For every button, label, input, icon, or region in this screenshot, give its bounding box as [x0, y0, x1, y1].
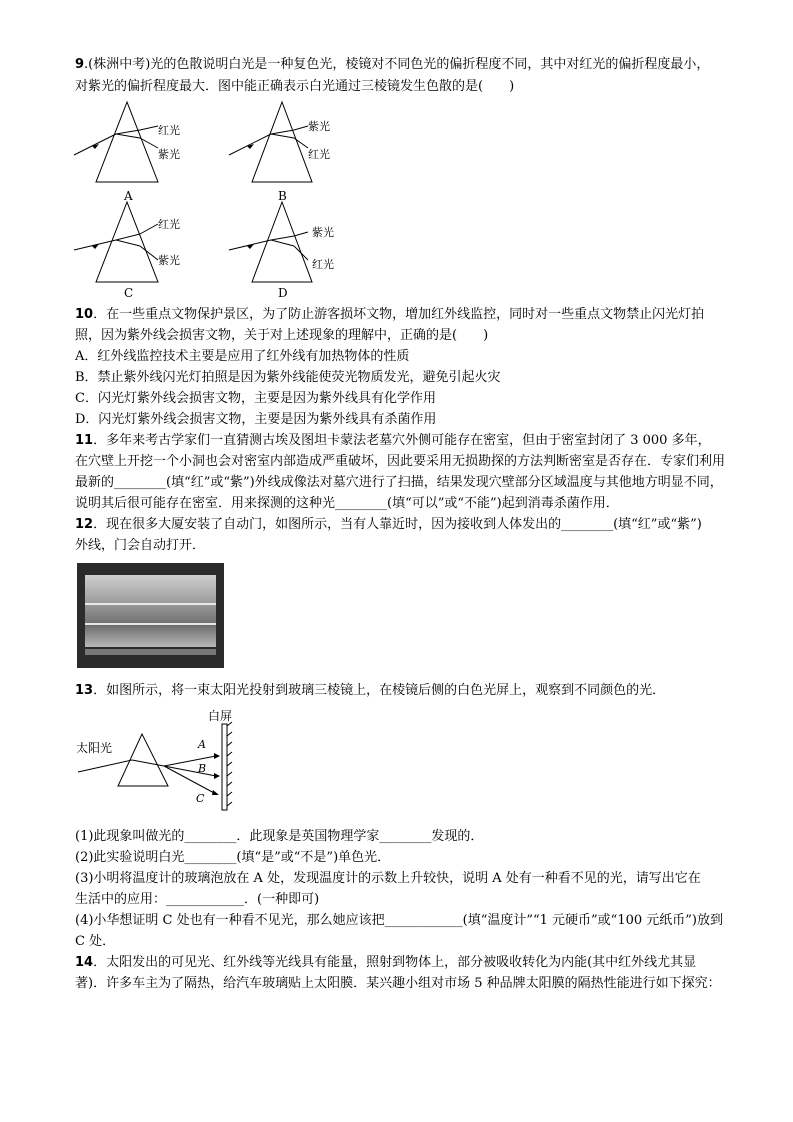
q10-line-2: 照，因为紫外线会损害文物，关于对上述现象的理解中，正确的是( ) [75, 328, 489, 343]
q10-option-b: B．禁止紫外线闪光灯拍照是因为紫外线能使荧光物质发光，避免引起火灾 [75, 370, 501, 385]
q9-line-2: 对紫光的偏折程度最大．图中能正确表示白光通过三棱镜发生色散的是( ) [75, 79, 515, 94]
q11-number: 11 [75, 433, 94, 448]
q13-source-label: 太阳光 [76, 741, 113, 755]
q12-number: 12 [75, 517, 94, 532]
q11-line-4: 说明其后很可能存在密室．用来探测的这种光________(填“可以”或“不能”)起到消毒杀菌作用． [75, 496, 619, 511]
q10-line-1: 10．在一些重点文物保护景区，为了防止游客损坏文物，增加红外线监控，同时对一些重点文物禁止闪光灯拍 [75, 307, 705, 322]
q9b-top-label: 紫光 [308, 120, 330, 133]
q13-point-c: C [196, 792, 205, 805]
q13-sub-3-line-1: (3)小明将温度计的玻璃泡放在 A 处，发现温度计的示数上升较快，说明 A 处有一种看不见的光，请写出它在 [75, 871, 701, 886]
q9a-top-label: 红光 [158, 124, 180, 137]
q14-line-1: 14．太阳发出的可见光、红外线等光线具有能量，照射到物体上，部分被吸收转化为内能(其中红外线尤其显 [75, 955, 697, 970]
q10-option-c: C．闪光灯紫外线会损害文物，主要是因为紫外线具有化学作用 [75, 391, 436, 406]
q10-option-a: A．红外线监控技术主要是应用了红外线有加热物体的性质 [75, 349, 410, 364]
q13-sub-4-line-1: (4)小华想证明 C 处也有一种看不见光，那么她应该把____________(填“温度计”“1 元硬币”或“100 元纸币”)放到 [75, 913, 723, 928]
q9-figure-d [229, 202, 334, 300]
q9-number: 9 [75, 57, 85, 72]
q9b-bottom-label: 红光 [308, 148, 330, 161]
q10-option-d: D．闪光灯紫外线会损害文物，主要是因为紫外线具有杀菌作用 [75, 412, 437, 427]
automatic-door-photo [77, 563, 224, 668]
q12-line-1: 12．现在很多大厦安装了自动门，如图所示，当有人靠近时，因为接收到人体发出的________(填“红”或“紫”) [75, 517, 702, 532]
q9-line-1: 9.(株洲中考)光的色散说明白光是一种复色光，棱镜对不同色光的偏折程度不同，其中对红光的偏折程度最小， [75, 57, 710, 72]
q13-line-1: 13．如图所示，将一束太阳光投射到玻璃三棱镜上，在棱镜后侧的白色光屏上，观察到不同颜色的光． [75, 683, 666, 698]
q9c-bottom-label: 紫光 [158, 254, 180, 267]
q13-point-b: B [198, 762, 207, 775]
q11-line-2: 在穴壁上开挖一个小洞也会对密室内部造成严重破坏，因此要采用无损勘探的方法判断密室是否存在．专家们利用 [75, 454, 726, 469]
q9-figure-c [74, 202, 180, 300]
q9c-letter: C [124, 286, 134, 300]
q13-screen-label: 白屏 [208, 709, 233, 723]
q13-point-a: A [198, 738, 206, 751]
q9-figure-a [74, 102, 180, 203]
q11-line-3: 最新的________(填“红”或“紫”)外线成像法对墓穴进行了扫描，结果发现穴壁部分区域温度与其他地方明显不同， [75, 475, 723, 490]
q14-number: 14 [75, 955, 94, 970]
q13-sub-4-line-2: C 处． [75, 934, 116, 949]
q9d-top-label: 紫光 [312, 226, 334, 239]
q9-prism-figures [72, 100, 372, 300]
q13-number: 13 [75, 683, 94, 698]
q9d-letter: D [278, 286, 288, 300]
q9a-bottom-label: 紫光 [158, 148, 180, 161]
q9c-top-label: 红光 [158, 218, 180, 231]
q9a-letter: A [124, 189, 133, 203]
q10-number: 10 [75, 307, 94, 322]
q9d-bottom-label: 红光 [312, 258, 334, 271]
q13-sub-3-line-2: 生活中的应用：____________．(一种即可) [75, 892, 320, 907]
q14-line-2: 著)．许多车主为了隔热，给汽车玻璃贴上太阳膜．某兴趣小组对市场 5 种品牌太阳膜的隔热性能进行如下探究： [75, 976, 721, 991]
q12-line-2: 外线，门会自动打开． [75, 538, 206, 553]
q9b-letter: B [278, 189, 287, 203]
q13-sub-2: (2)此实验说明白光________(填“是”或“不是”)单色光． [75, 850, 391, 865]
q13-sub-1: (1)此现象叫做光的________．此现象是英国物理学家________发现的． [75, 829, 484, 844]
q11-line-1: 11．多年来考古学家们一直猜测古埃及图坦卡蒙法老墓穴外侧可能存在密室，但由于密室封闭了 3 000 多年， [75, 433, 711, 448]
q9-figure-b [229, 102, 330, 203]
q13-prism-figure [74, 704, 254, 814]
